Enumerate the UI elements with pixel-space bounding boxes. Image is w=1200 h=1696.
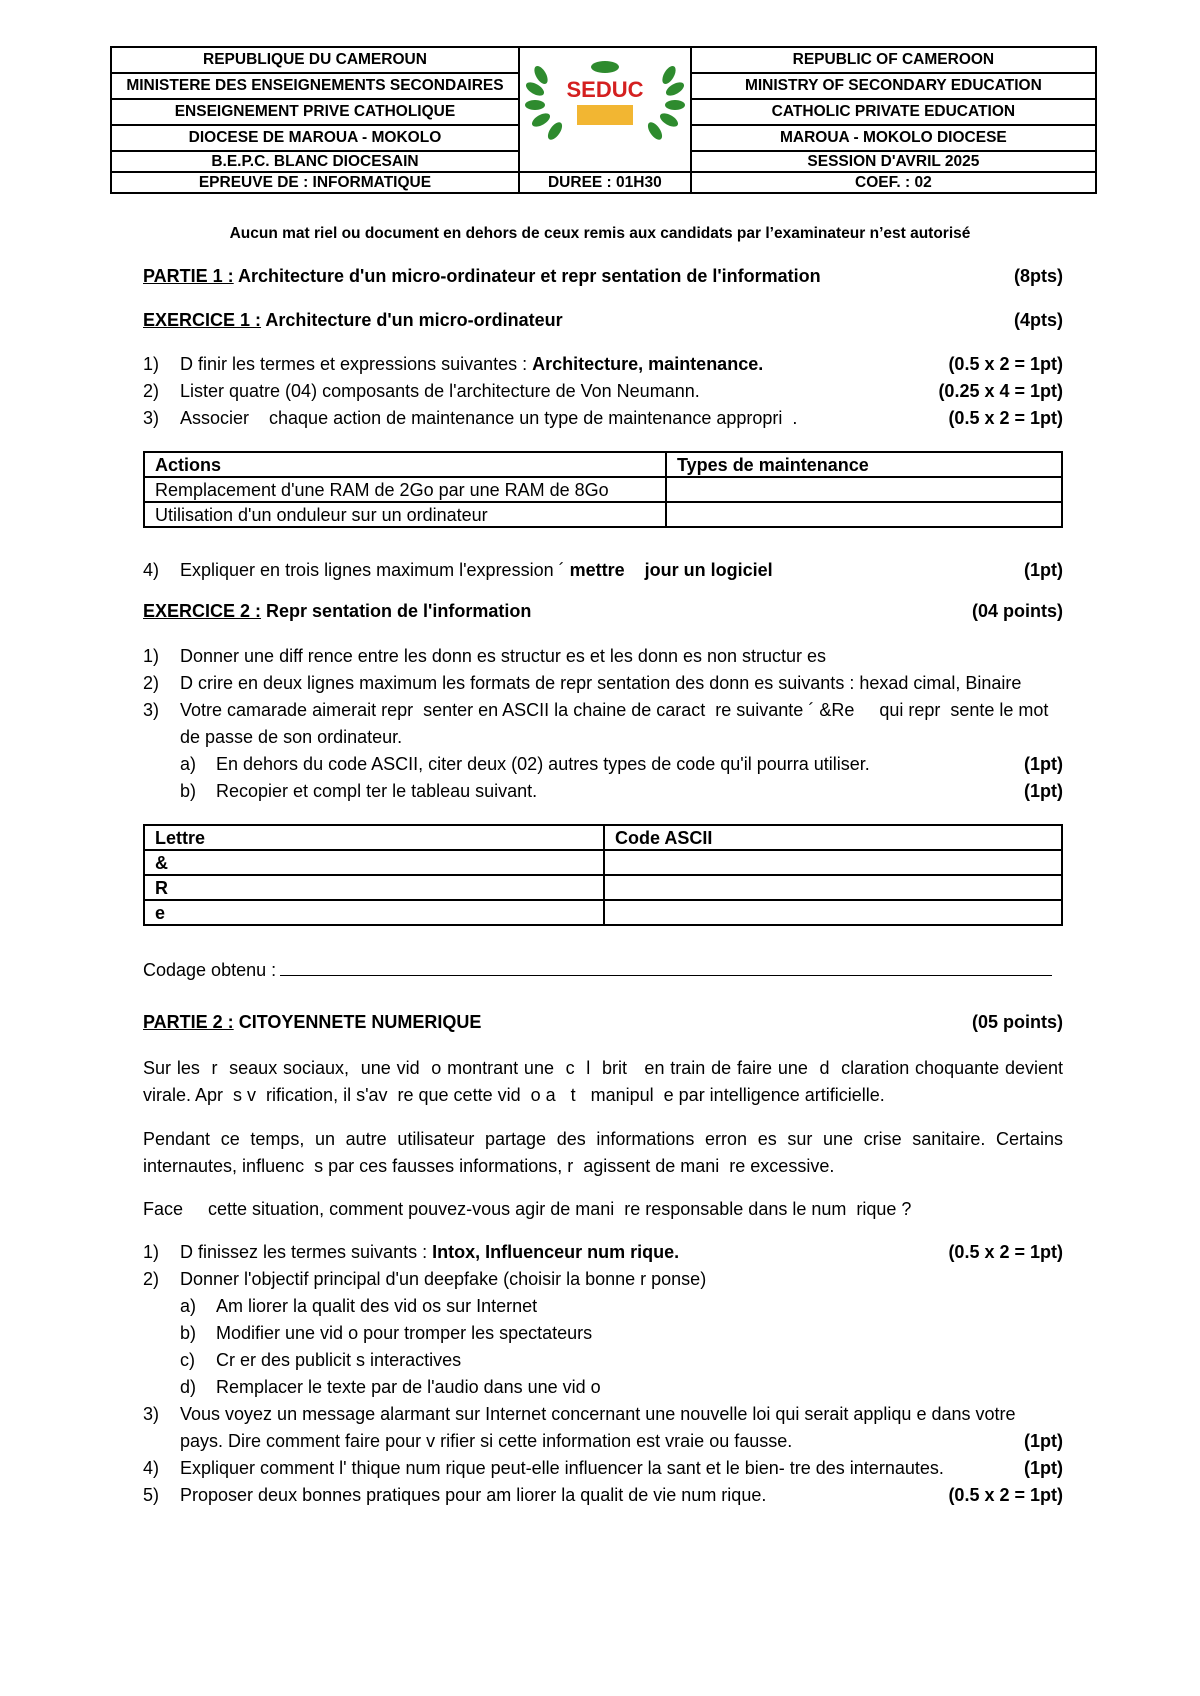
question-text: Recopier et compl ter le tableau suivant.	[216, 781, 538, 801]
table-row	[144, 477, 1062, 502]
option-letter: a)	[180, 1296, 197, 1316]
codage-line	[143, 957, 1063, 984]
question-number: 2)	[143, 381, 160, 401]
question-text-continued: de passe de son ordinateur.	[180, 727, 403, 747]
ex2-question-3	[143, 697, 1063, 751]
table-cell: Remplacement d'une RAM de 2Go par une RAM de 8Go	[144, 477, 666, 502]
header-right-4: MAROUA - MOKOLO DIOCESE	[691, 125, 1096, 151]
question-letter: a)	[180, 754, 197, 774]
table-row	[144, 900, 1062, 925]
ex2-heading	[143, 601, 1063, 622]
maintenance-table	[143, 451, 1063, 528]
exam-duration: DUREE : 01H30	[519, 172, 691, 193]
question-text: Vous voyez un message alarmant sur Internet concernant une nouvelle loi qui serait appliqu e dans votre	[180, 1404, 1016, 1424]
question-points: (0.5 x 2 = 1pt)	[948, 354, 1063, 374]
table-row	[144, 875, 1062, 900]
table-row	[144, 850, 1062, 875]
question-points: (1pt)	[1024, 1431, 1063, 1451]
question-number: 4)	[143, 560, 160, 580]
question-points: (1pt)	[1024, 560, 1063, 580]
question-text: Proposer deux bonnes pratiques pour am liorer la qualit de vie num rique.	[180, 1485, 767, 1505]
question-number: 3)	[143, 700, 160, 720]
ex1-label: EXERCICE 1 :	[143, 310, 262, 330]
exam-coef: COEF. : 02	[691, 172, 1096, 193]
table-header: Actions	[144, 452, 666, 477]
part1-heading	[143, 266, 1063, 287]
question-points: (0.5 x 2 = 1pt)	[948, 1242, 1063, 1262]
exam-notice: Aucun mat riel ou document en dehors de ceux remis aux candidats par l’examinateur n’est autorisé	[229, 225, 971, 242]
question-letter: b)	[180, 781, 197, 801]
question-points: (1pt)	[1024, 781, 1063, 801]
question-text-continued: pays. Dire comment faire pour v rifier si cette information est vraie ou fausse.	[180, 1431, 793, 1451]
header-right-3: CATHOLIC PRIVATE EDUCATION	[691, 99, 1096, 125]
table-header: Types de maintenance	[666, 452, 1062, 477]
part2-points: (05 points)	[971, 1012, 1063, 1032]
question-text: Donner une diff rence entre les donn es structur es et les donn es non structur es	[180, 646, 827, 666]
exam-subject: EPREUVE DE : INFORMATIQUE	[111, 172, 519, 193]
question-bold-text: mettre jour un logiciel	[569, 560, 773, 580]
part2-paragraph-2: Pendant ce temps, un autre utilisateur partage des informations erron es sur une crise sanitaire. Certains internautes, influenc s par ces fausses informations, r agissent de mani re excessive.	[143, 1129, 1069, 1176]
ex1-points: (4pts)	[1014, 310, 1063, 330]
header-left-2: MINISTERE DES ENSEIGNEMENTS SECONDAIRES	[111, 73, 519, 99]
question-points: (0.5 x 2 = 1pt)	[948, 1485, 1063, 1505]
question-text: D crire en deux lignes maximum les formats de repr sentation des donn es suivants : hexad cimal, Binaire	[180, 673, 1022, 693]
question-text: D finir les termes et expressions suivantes :	[180, 354, 533, 374]
part2-label: PARTIE 2 :	[143, 1012, 234, 1032]
option-letter: d)	[180, 1377, 197, 1397]
header-left-1: REPUBLIQUE DU CAMEROUN	[111, 47, 519, 73]
ex2-points: (04 points)	[971, 601, 1063, 621]
table-cell: Utilisation d'un onduleur sur un ordinateur	[144, 502, 666, 527]
answer-blank-line	[280, 957, 1052, 976]
header-left-4: DIOCESE DE MAROUA - MOKOLO	[111, 125, 519, 151]
seduc-logo-icon	[521, 57, 689, 143]
question-number: 1)	[143, 646, 160, 666]
table-cell	[666, 477, 1062, 502]
part2-heading	[143, 1012, 1063, 1033]
question-points: (0.25 x 4 = 1pt)	[938, 381, 1063, 401]
question-number: 3)	[143, 1404, 160, 1424]
table-header: Lettre	[144, 825, 604, 850]
table-cell	[604, 850, 1062, 875]
part1-points: (8pts)	[1014, 266, 1063, 286]
question-points: (1pt)	[1024, 1458, 1063, 1478]
ex1-title: Architecture d'un micro-ordinateur	[261, 310, 563, 330]
question-points: (1pt)	[1024, 754, 1063, 774]
table-cell	[604, 900, 1062, 925]
question-number: 5)	[143, 1485, 160, 1505]
question-number: 3)	[143, 408, 160, 428]
question-text: Expliquer comment l' thique num rique peut-elle influencer la sant et le bien- tre des internautes.	[180, 1458, 944, 1478]
option-text: Am liorer la qualit des vid os sur Internet	[216, 1296, 538, 1316]
question-number: 1)	[143, 1242, 160, 1262]
ex2-title: Repr sentation de l'information	[261, 601, 532, 621]
question-number: 2)	[143, 1269, 160, 1289]
table-row	[144, 502, 1062, 527]
table-cell: e	[144, 900, 604, 925]
question-text: Votre camarade aimerait repr senter en ASCII la chaine de caract re suivante ´ &Re qui repr sente le mot	[180, 700, 1049, 720]
table-cell: &	[144, 850, 604, 875]
header-right-1: REPUBLIC OF CAMEROON	[691, 47, 1096, 73]
header-blank-cell	[519, 151, 691, 172]
option-text: Cr er des publicit s interactives	[216, 1350, 462, 1370]
option-text: Remplacer le texte par de l'audio dans une vid o	[216, 1377, 601, 1397]
part2-paragraph-1: Sur les r seaux sociaux, une vid o montrant une c l brit en train de faire une d claration choquante devient virale. Apr s v rification, il s'av re que cette vid o a t manipul e par intelligence artificielle.	[143, 1058, 1069, 1105]
question-text: D finissez les termes suivants :	[180, 1242, 433, 1262]
part2-question-3	[143, 1401, 1063, 1455]
part1-title: Architecture d'un micro-ordinateur et repr sentation de l'information	[233, 266, 821, 286]
ascii-table	[143, 824, 1063, 926]
question-bold-text: Architecture, maintenance.	[532, 354, 764, 374]
exam-session: SESSION D'AVRIL 2025	[691, 151, 1096, 172]
seduc-logo-cell	[519, 47, 691, 151]
table-header: Code ASCII	[604, 825, 1062, 850]
question-number: 2)	[143, 673, 160, 693]
question-bold-text: Intox, Influenceur num rique.	[432, 1242, 680, 1262]
ex2-label: EXERCICE 2 :	[143, 601, 262, 621]
question-number: 1)	[143, 354, 160, 374]
question-text: Lister quatre (04) composants de l'architecture de Von Neumann.	[180, 381, 700, 401]
header-left-3: ENSEIGNEMENT PRIVE CATHOLIQUE	[111, 99, 519, 125]
table-cell	[666, 502, 1062, 527]
question-text: Associer chaque action de maintenance un type de maintenance appropri .	[180, 408, 798, 428]
option-letter: b)	[180, 1323, 197, 1343]
table-cell	[604, 875, 1062, 900]
part2-paragraph-3: Face cette situation, comment pouvez-vous agir de mani re responsable dans le num rique ?	[143, 1199, 912, 1219]
option-text: Modifier une vid o pour tromper les spectateurs	[216, 1323, 593, 1343]
exam-header-table	[110, 46, 1097, 194]
question-text: Expliquer en trois lignes maximum l'expression ´	[180, 560, 570, 580]
header-right-2: MINISTRY OF SECONDARY EDUCATION	[691, 73, 1096, 99]
seduc-logo-text: SEDUC	[566, 76, 644, 102]
question-text: Donner l'objectif principal d'un deepfake (choisir la bonne r ponse)	[180, 1269, 707, 1289]
ex1-heading	[143, 310, 1063, 331]
option-letter: c)	[180, 1350, 195, 1370]
part1-label: PARTIE 1 :	[143, 266, 234, 286]
question-number: 4)	[143, 1458, 160, 1478]
question-points: (0.5 x 2 = 1pt)	[948, 408, 1063, 428]
question-text: En dehors du code ASCII, citer deux (02) autres types de code qu'il pourra utiliser.	[216, 754, 870, 774]
exam-name: B.E.P.C. BLANC DIOCESAIN	[111, 151, 519, 172]
table-cell: R	[144, 875, 604, 900]
part2-title: CITOYENNETE NUMERIQUE	[233, 1012, 482, 1032]
codage-label: Codage obtenu :	[143, 960, 277, 980]
